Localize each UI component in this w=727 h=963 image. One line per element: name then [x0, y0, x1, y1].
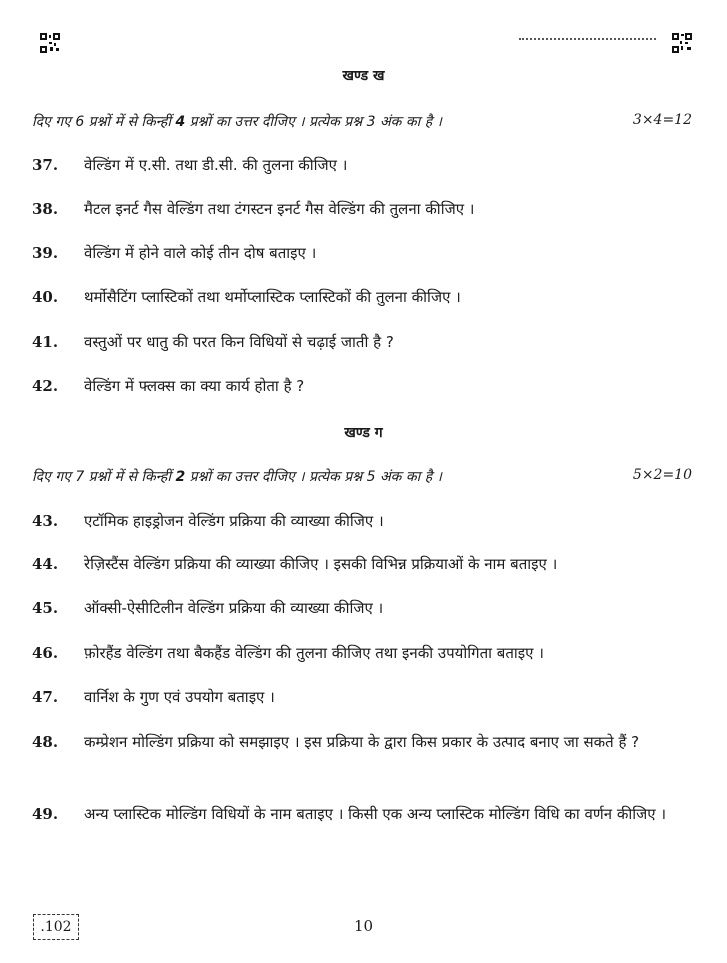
question-number: 48. [32, 733, 59, 751]
question-text: वेल्डिंग में फ्लक्स का क्या कार्य होता है ? [84, 377, 305, 395]
question-item [32, 507, 692, 536]
header-dash-line [519, 38, 656, 40]
question-number: 37. [32, 156, 59, 174]
question-item [32, 151, 692, 180]
section-b-instruction: दिए गए 6 प्रश्नों में से किन्हीं 4 प्रश्नों का उत्तर दीजिए । प्रत्येक प्रश्न 3 अंक का है । 3×4=12 [32, 112, 692, 130]
question-item [32, 639, 692, 668]
question-text: वेल्डिंग में होने वाले कोई तीन दोष बताइए । [84, 244, 317, 262]
question-item [32, 372, 692, 401]
question-text: वस्तुओं पर धातु की परत किन विधियों से चढ़ाई जाती है ? [84, 333, 394, 351]
question-item [32, 728, 692, 757]
question-number: 47. [32, 688, 59, 706]
question-item [32, 683, 692, 712]
question-number: 41. [32, 333, 59, 351]
question-text: कम्प्रेशन मोल्डिंग प्रक्रिया को समझाइए । इस प्रक्रिया के द्वारा किस प्रकार के उत्पाद बनाए जा सकते हैं ? [84, 733, 640, 751]
qr-code-icon [40, 33, 60, 53]
question-number: 43. [32, 512, 59, 530]
question-number: 45. [32, 599, 59, 617]
question-number: 46. [32, 644, 59, 662]
question-text: एटॉमिक हाइड्रोजन वेल्डिंग प्रक्रिया की व्याख्या कीजिए । [84, 512, 384, 530]
section-c-instruction: दिए गए 7 प्रश्नों में से किन्हीं 2 प्रश्नों का उत्तर दीजिए । प्रत्येक प्रश्न 5 अंक का है । 5×2=10 [32, 467, 692, 485]
question-text: थर्मोसैटिंग प्लास्टिकों तथा थर्मोप्लास्टिक प्लास्टिकों की तुलना कीजिए । [84, 288, 461, 306]
question-item [32, 328, 692, 357]
section-b-title: खण्ड ख [342, 68, 385, 84]
page-number: 10 [353, 917, 374, 935]
question-number: 42. [32, 377, 59, 395]
question-number: 39. [32, 244, 59, 262]
section-c-title: खण्ड ग [344, 425, 383, 441]
question-text: वेल्डिंग में ए.सी. तथा डी.सी. की तुलना कीजिए । [84, 156, 348, 174]
question-item [32, 800, 692, 829]
question-text: वार्निश के गुण एवं उपयोग बताइए । [84, 688, 275, 706]
question-text: फ़ोरहैंड वेल्डिंग तथा बैकहैंड वेल्डिंग की तुलना कीजिए तथा इनकी उपयोगिता बताइए । [84, 644, 544, 662]
question-text: ऑक्सी-ऐसीटिलीन वेल्डिंग प्रक्रिया की व्याख्या कीजिए । [84, 599, 384, 617]
question-text: मैटल इनर्ट गैस वेल्डिंग तथा टंगस्टन इनर्ट गैस वेल्डिंग की तुलना कीजिए । [84, 200, 475, 218]
question-item [32, 195, 692, 224]
question-item [32, 283, 692, 312]
section-c-marks: 5×2=10 [632, 467, 692, 483]
question-text: रेज़िस्टैंस वेल्डिंग प्रक्रिया की व्याख्या कीजिए । इसकी विभिन्न प्रक्रियाओं के नाम बताइए । [84, 555, 558, 573]
question-number: 49. [32, 805, 59, 823]
paper-code: .102 [33, 914, 79, 940]
question-text: अन्य प्लास्टिक मोल्डिंग विधियों के नाम बताइए । किसी एक अन्य प्लास्टिक मोल्डिंग विधि का वर्णन कीजिए । [84, 805, 667, 823]
question-number: 44. [32, 555, 59, 573]
question-number: 38. [32, 200, 59, 218]
qr-code-icon [672, 33, 692, 53]
question-item [32, 239, 692, 268]
question-number: 40. [32, 288, 59, 306]
question-item [32, 550, 692, 579]
section-b-marks: 3×4=12 [632, 112, 692, 128]
question-item [32, 594, 692, 623]
